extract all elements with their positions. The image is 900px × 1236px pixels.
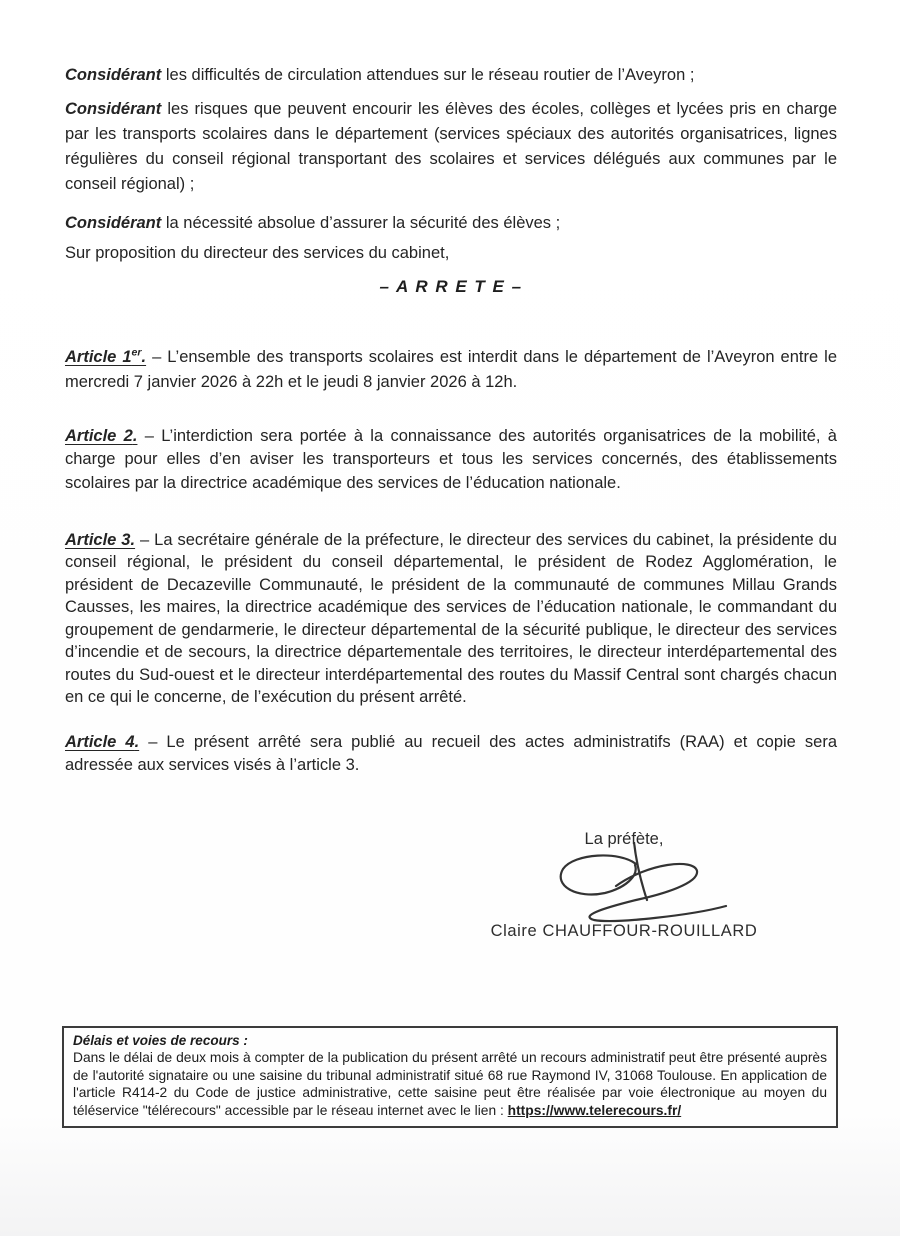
considerant-2-lead: Considérant (65, 99, 162, 118)
considerant-2 (65, 97, 837, 197)
signature-handwritten-icon (468, 842, 768, 924)
considerant-1-lead: Considérant (65, 65, 162, 84)
footer-notice-title: Délais et voies de recours : (73, 1033, 248, 1048)
article-4-label: Article 4. (65, 732, 140, 751)
signature-block (468, 830, 780, 950)
article-3 (65, 529, 837, 709)
footer-notice-box (62, 1026, 838, 1128)
considerant-1 (65, 63, 837, 88)
article-4-body: – Le présent arrêté sera publié au recueil des actes administratifs (RAA) et copie sera adressée aux services visés à l’article 3. (65, 732, 837, 774)
article-3-label: Article 3. (65, 530, 136, 549)
considerant-3-lead: Considérant (65, 213, 162, 232)
considerant-2-text: les risques que peuvent encourir les élèves des écoles, collèges et lycées pris en charge par les transports scolaires dans le département (services spéciaux des autorités organisatrices, lignes régulières du conseil régional transportant des scolaires et services délégués aux communes par le conseil régional) ; (65, 99, 837, 193)
footer-notice-body: Dans le délai de deux mois à compter de la publication du présent arrêté un recours administratif peut être présenté auprès de l'autorité signataire ou une saisine du tribunal administratif situé 68 rue Raymond IV, 31068 Toulouse. En application de l'article R414-2 du Code de justice administrative, cette saisine peut être réalisée par voie électronique au moyen du téléservice "télérecours" accessible par le réseau internet avec le lien : https://www.telerecours.fr/ (73, 1050, 827, 1118)
article-1-sup: er (131, 346, 142, 358)
article-4 (65, 731, 837, 777)
article-1-body: – L’ensemble des transports scolaires est interdit dans le département de l’Aveyron entre le mercredi 7 janvier 2026 à 22h et le jeudi 8 janvier 2026 à 12h. (65, 347, 837, 391)
signatory-title: La préfète, (584, 830, 664, 848)
considerant-1-text: les difficultés de circulation attendues sur le réseau routier de l’Aveyron ; (161, 65, 695, 84)
considerant-3 (65, 211, 837, 236)
article-2 (65, 425, 837, 496)
article-1 (65, 345, 837, 395)
article-2-label: Article 2. (65, 426, 138, 445)
telerecours-link[interactable]: https://www.telerecours.fr/ (507, 1102, 682, 1118)
considerant-3-text: la nécessité absolue d’assurer la sécurité des élèves ; (161, 213, 561, 232)
article-3-body: – La secrétaire générale de la préfecture, le directeur des services du cabinet, la présidente du conseil régional, le président du conseil départemental, le président de Rodez Agglomération, le président de Decazeville Communauté, le président de la communauté de communes Millau Grands Causses, les maires, la directrice académique des services de l’éducation nationale, le commandant du groupement de gendarmerie, le directeur départemental de la sécurité publique, le directeur des services d’incendie et de secours, la directrice départementale des territoires, le directeur interdépartemental des routes du Sud-ouest et le directeur interdépartemental des routes du Massif Central sont chargés chacun en ce qui le concerne, de l’exécution du présent arrêté. (65, 530, 837, 706)
article-2-body: – L’interdiction sera portée à la connaissance des autorités organisatrices de la mobilité, à charge pour elles d’en aviser les transporteurs et tous les services concernés, des établissements scolaires par la directrice académique des services de l’éducation nationale. (65, 426, 837, 492)
arrete-heading: – A R R E T E – (379, 277, 523, 296)
proposition-line: Sur proposition du directeur des services du cabinet, (65, 243, 450, 262)
article-1-label: Article 1er. (65, 346, 147, 366)
signatory-name: Claire CHAUFFOUR-ROUILLARD (490, 922, 758, 940)
